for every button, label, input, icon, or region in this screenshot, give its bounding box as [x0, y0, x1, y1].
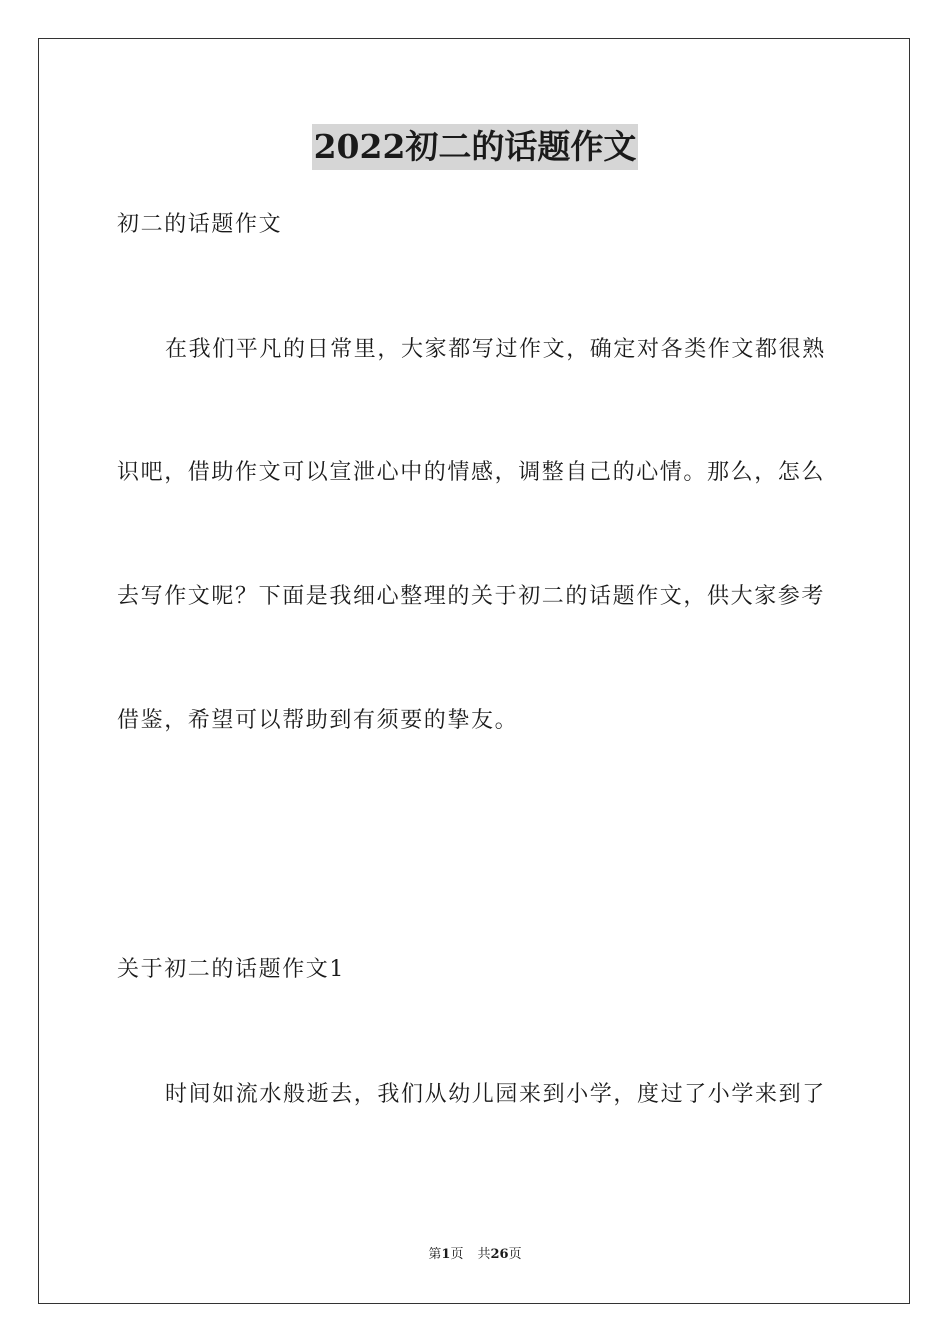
intro-line-1: 在我们平凡的日常里，大家都写过作文，确定对各类作文都很熟	[165, 337, 826, 362]
section-heading: 关于初二的话题作文1	[117, 957, 345, 982]
document-title: 2022初二的话题作文	[312, 124, 639, 170]
intro-line-4: 借鉴，希望可以帮助到有须要的挚友。	[117, 708, 519, 733]
section-line-1: 时间如流水般逝去，我们从幼儿园来到小学，度过了小学来到了	[165, 1082, 826, 1107]
total-pages: 26	[490, 1247, 509, 1262]
intro-line-3: 去写作文呢？下面是我细心整理的关于初二的话题作文，供大家参考	[117, 584, 826, 609]
total-suffix: 页	[508, 1247, 522, 1262]
intro-line-2: 识吧，借助作文可以宣泄心中的情感，调整自己的心情。那么，怎么	[117, 460, 826, 485]
page-prefix: 第	[428, 1247, 442, 1262]
document-subtitle: 初二的话题作文	[117, 212, 283, 237]
title-container	[0, 124, 950, 170]
page-number: 1	[441, 1247, 451, 1262]
page-suffix: 页	[450, 1247, 464, 1262]
total-prefix: 共	[477, 1247, 491, 1262]
page-footer	[0, 1246, 950, 1264]
